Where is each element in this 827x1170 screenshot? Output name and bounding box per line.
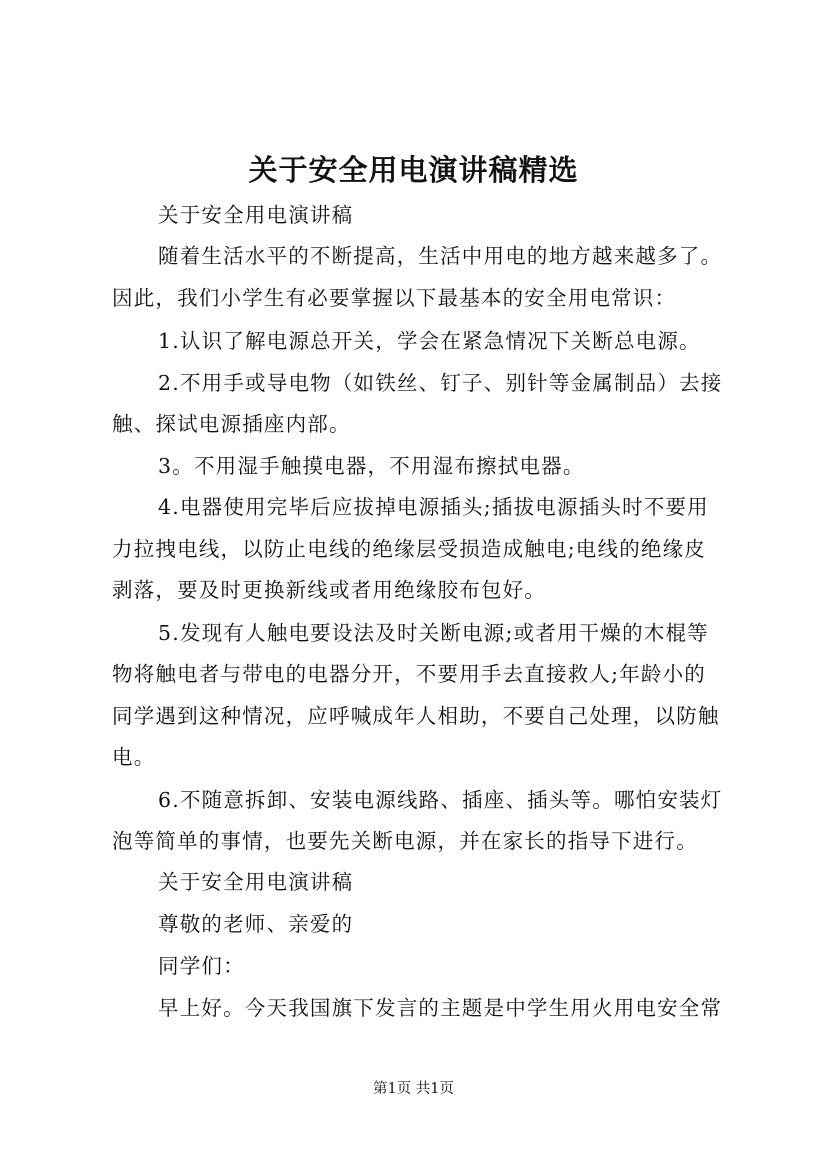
body-line-14: 电。 bbox=[112, 745, 156, 769]
body-line-4: 1.认识了解电源总开关，学会在紧急情况下关断总电源。 bbox=[158, 329, 701, 353]
body-line-18: 尊敬的老师、亲爱的 bbox=[158, 912, 354, 936]
body-line-16: 泡等简单的事情，也要先关断电源，并在家长的指导下进行。 bbox=[112, 829, 698, 853]
body-line-1: 关于安全用电演讲稿 bbox=[158, 203, 354, 227]
body-line-10: 剥落，要及时更换新线或者用绝缘胶布包好。 bbox=[112, 578, 546, 602]
body-line-15: 6.不随意拆卸、安装电源线路、插座、插头等。哪怕安装灯 bbox=[158, 788, 723, 812]
body-line-2: 随着生活水平的不断提高，生活中用电的地方越来越多了。 bbox=[158, 244, 723, 268]
body-line-17: 关于安全用电演讲稿 bbox=[158, 870, 354, 894]
body-line-19: 同学们： bbox=[158, 954, 245, 978]
body-line-6: 触、探试电源插座内部。 bbox=[112, 412, 351, 436]
page-footer: 第1页 共1页 bbox=[372, 1081, 455, 1097]
body-line-13: 同学遇到这种情况，应呼喊成年人相助，不要自己处理，以防触 bbox=[112, 704, 720, 728]
body-line-12: 物将触电者与带电的电器分开，不要用手去直接救人;年龄小的 bbox=[112, 662, 707, 686]
body-line-7: 3。不用湿手触摸电器，不用湿布擦拭电器。 bbox=[158, 454, 585, 478]
body-line-3: 因此，我们小学生有必要掌握以下最基本的安全用电常识： bbox=[112, 286, 677, 310]
body-line-20: 早上好。今天我国旗下发言的主题是中学生用火用电安全常 bbox=[158, 996, 723, 1020]
body-line-9: 力拉拽电线，以防止电线的绝缘层受损造成触电;电线的绝缘皮 bbox=[112, 537, 707, 561]
body-line-5: 2.不用手或导电物（如铁丝、钉子、别针等金属制品）去接 bbox=[158, 371, 723, 395]
document-title: 关于安全用电演讲稿精选 bbox=[248, 153, 579, 187]
body-line-8: 4.电器使用完毕后应拔掉电源插头;插拔电源插头时不要用 bbox=[158, 495, 709, 519]
body-line-11: 5.发现有人触电要设法及时关断电源;或者用干燥的木棍等 bbox=[158, 621, 709, 645]
